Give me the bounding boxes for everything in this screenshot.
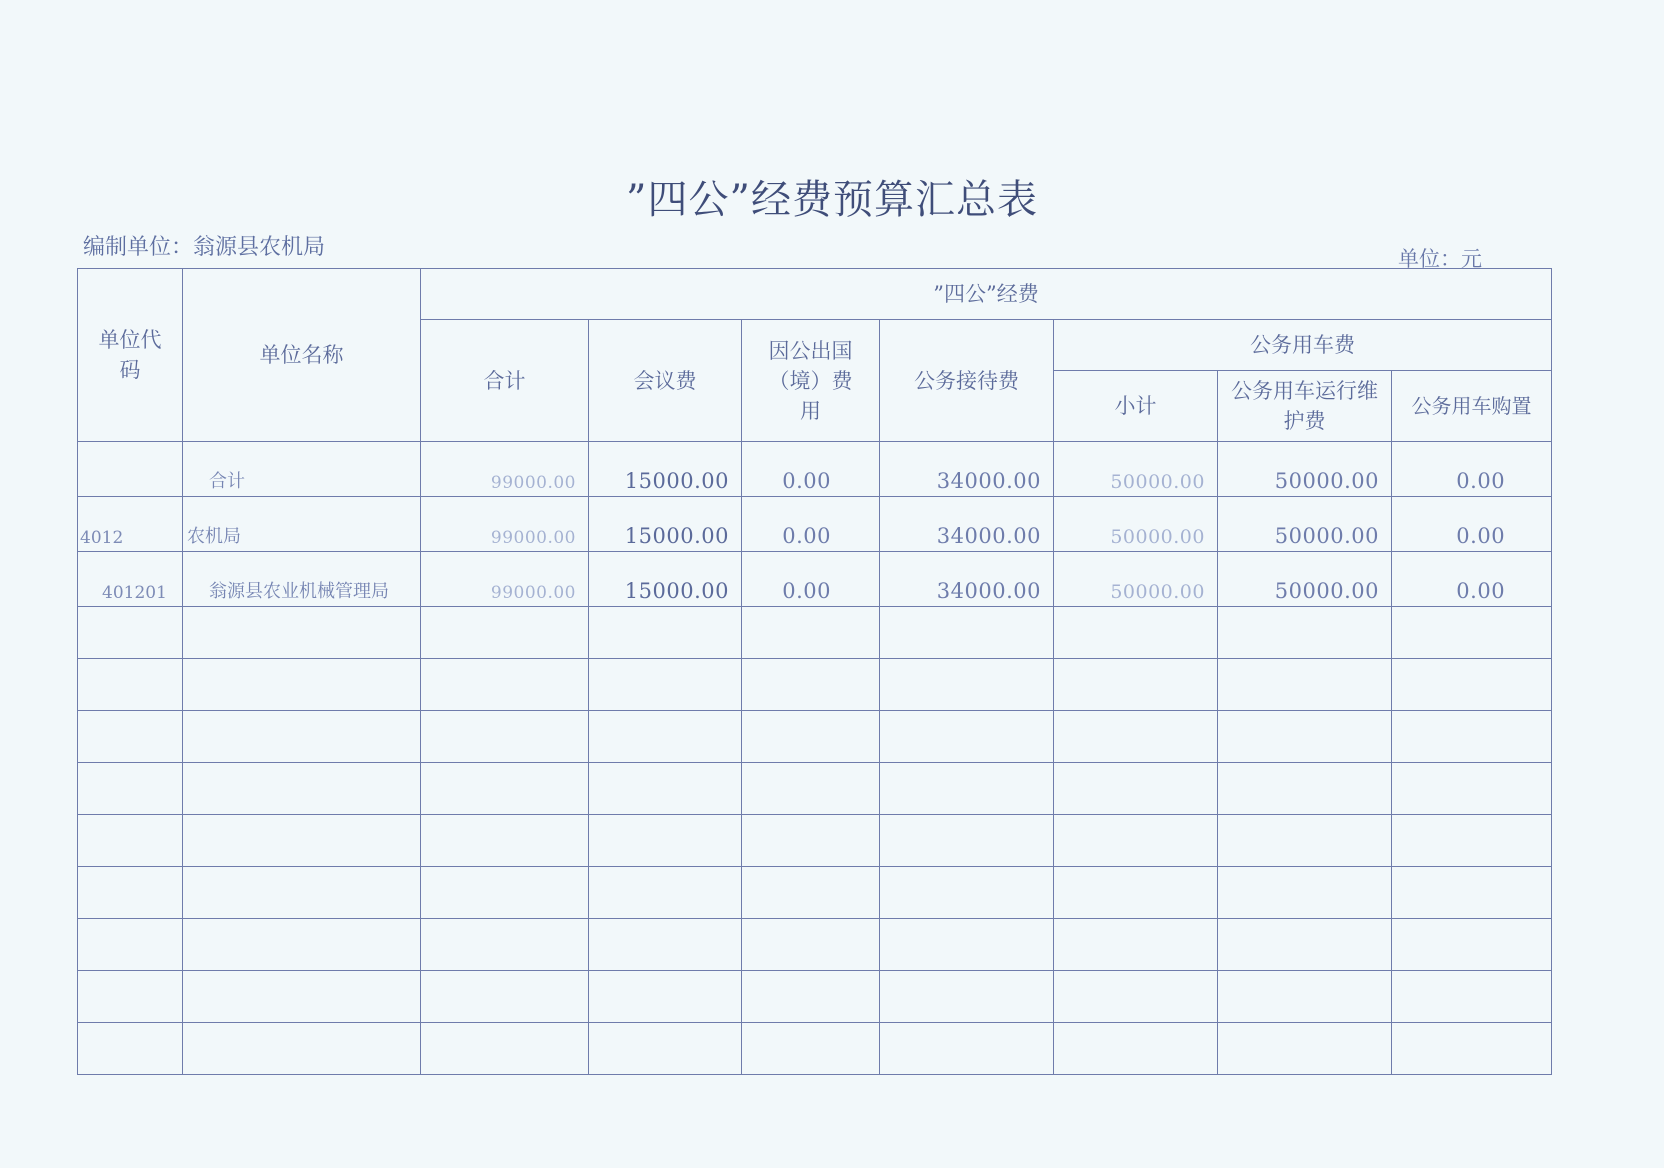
cell-car-purchase: 0.00 — [1392, 497, 1552, 552]
header-code: 单位代码 — [78, 269, 183, 442]
header-abroad: 因公出国（境）费用 — [742, 320, 880, 442]
cell-car-maintenance: 50000.00 — [1218, 442, 1392, 497]
cell-name: 翁源县农业机械管理局 — [183, 552, 421, 607]
header-car-subtotal: 小计 — [1054, 371, 1218, 442]
header-car-purchase: 公务用车购置 — [1392, 371, 1552, 442]
empty-row — [78, 607, 1552, 659]
cell-meeting: 15000.00 — [589, 442, 742, 497]
header-car-maintenance: 公务用车运行维护费 — [1218, 371, 1392, 442]
org-label: 编制单位：翁源县农机局 — [83, 235, 326, 260]
table-row — [78, 552, 1552, 607]
unit-label: 单位：元 — [1398, 247, 1482, 271]
cell-car-maintenance: 50000.00 — [1218, 552, 1392, 607]
cell-code: 4012 — [78, 497, 183, 552]
cell-total: 99000.00 — [421, 497, 589, 552]
cell-meeting: 15000.00 — [589, 497, 742, 552]
budget-table — [77, 268, 1552, 1075]
cell-reception: 34000.00 — [880, 552, 1054, 607]
empty-row — [78, 1023, 1552, 1075]
cell-code: 401201 — [78, 552, 183, 607]
empty-row — [78, 659, 1552, 711]
cell-total: 99000.00 — [421, 442, 589, 497]
page-title: ”四公”经费预算汇总表 — [626, 177, 1038, 223]
cell-meeting: 15000.00 — [589, 552, 742, 607]
cell-car-subtotal: 50000.00 — [1054, 442, 1218, 497]
empty-row — [78, 919, 1552, 971]
table-row — [78, 442, 1552, 497]
cell-name: 合计 — [183, 442, 421, 497]
empty-row — [78, 867, 1552, 919]
header-group: ”四公”经费 — [421, 269, 1552, 320]
header-meeting: 会议费 — [589, 320, 742, 442]
header-reception: 公务接待费 — [880, 320, 1054, 442]
cell-car-maintenance: 50000.00 — [1218, 497, 1392, 552]
header-total: 合计 — [421, 320, 589, 442]
cell-car-subtotal: 50000.00 — [1054, 552, 1218, 607]
cell-reception: 34000.00 — [880, 442, 1054, 497]
table-header — [78, 269, 1552, 442]
table-body — [78, 442, 1552, 1075]
cell-code — [78, 442, 183, 497]
cell-total: 99000.00 — [421, 552, 589, 607]
empty-row — [78, 763, 1552, 815]
header-car-group: 公务用车费 — [1054, 320, 1552, 371]
cell-car-purchase: 0.00 — [1392, 442, 1552, 497]
header-name: 单位名称 — [183, 269, 421, 442]
empty-row — [78, 971, 1552, 1023]
cell-reception: 34000.00 — [880, 497, 1054, 552]
cell-car-subtotal: 50000.00 — [1054, 497, 1218, 552]
cell-abroad: 0.00 — [742, 497, 880, 552]
table-row — [78, 497, 1552, 552]
cell-car-purchase: 0.00 — [1392, 552, 1552, 607]
empty-row — [78, 815, 1552, 867]
cell-abroad: 0.00 — [742, 552, 880, 607]
empty-row — [78, 711, 1552, 763]
cell-name: 农机局 — [183, 497, 421, 552]
cell-abroad: 0.00 — [742, 442, 880, 497]
